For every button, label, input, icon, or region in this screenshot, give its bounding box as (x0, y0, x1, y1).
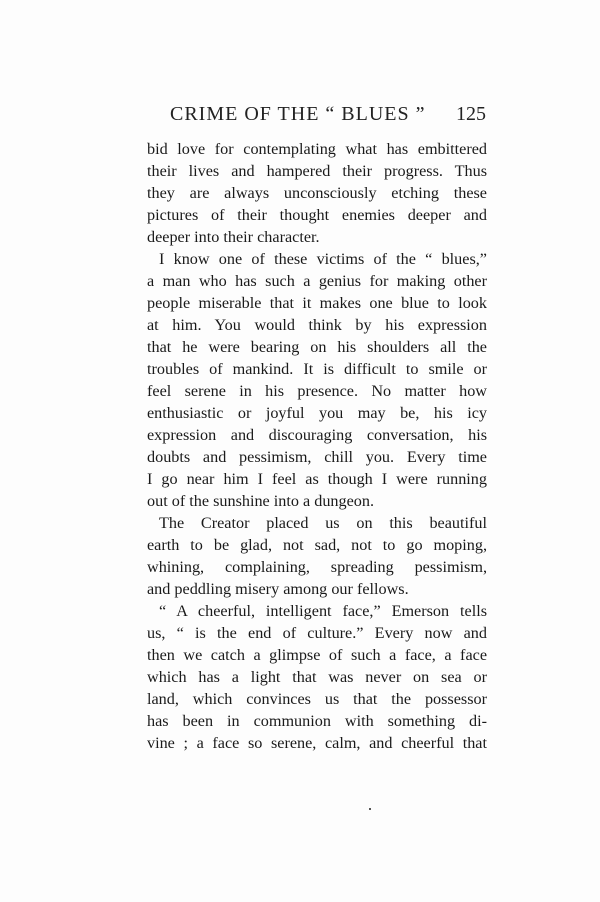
body-text (147, 138, 487, 754)
text-line: that he were bearing on his shoulders all the (147, 338, 487, 356)
text-line: land, which convinces us that the possessor (147, 690, 487, 708)
text-line: I know one of these victims of the “ blues,” (159, 250, 487, 268)
text-line: and peddling misery among our fellows. (147, 580, 409, 598)
text-line: a man who has such a genius for making other (147, 272, 487, 290)
text-line: then we catch a glimpse of such a face, a face (147, 646, 487, 664)
text-line: earth to be glad, not sad, not to go moping, (147, 536, 487, 554)
text-line: I go near him I feel as though I were running (147, 470, 487, 488)
text-line: their lives and hampered their progress. Thus (147, 162, 487, 180)
text-line: bid love for contemplating what has embittered (147, 140, 487, 158)
text-line: pictures of their thought enemies deeper and (147, 206, 487, 224)
text-line: enthusiastic or joyful you may be, his icy (147, 404, 487, 422)
text-line: feel serene in his presence. No matter how (147, 382, 487, 400)
printer-mark (369, 808, 371, 810)
text-line: The Creator placed us on this beautiful (159, 514, 487, 532)
text-line: expression and discouraging conversation, his (147, 426, 487, 444)
text-line: they are always unconsciously etching these (147, 184, 487, 202)
page-number: 125 (456, 103, 486, 125)
text-line: doubts and pessimism, chill you. Every time (147, 448, 487, 466)
text-line: whining, complaining, spreading pessimism, (147, 558, 487, 576)
text-line: troubles of mankind. It is difficult to smile or (147, 360, 487, 378)
text-line: people miserable that it makes one blue to look (147, 294, 487, 312)
text-line: “ A cheerful, intelligent face,” Emerson tells (159, 602, 487, 620)
text-line: at him. You would think by his expression (147, 316, 487, 334)
text-line: which has a light that was never on sea or (147, 668, 487, 686)
running-title: CRIME OF THE “ BLUES ” (170, 103, 426, 125)
text-line: vine ; a face so serene, calm, and cheerful that (147, 734, 487, 752)
text-line: out of the sunshine into a dungeon. (147, 492, 375, 510)
text-line: has been in communion with something di- (147, 712, 487, 730)
text-line: deeper into their character. (147, 228, 320, 246)
text-line: us, “ is the end of culture.” Every now and (147, 624, 487, 642)
